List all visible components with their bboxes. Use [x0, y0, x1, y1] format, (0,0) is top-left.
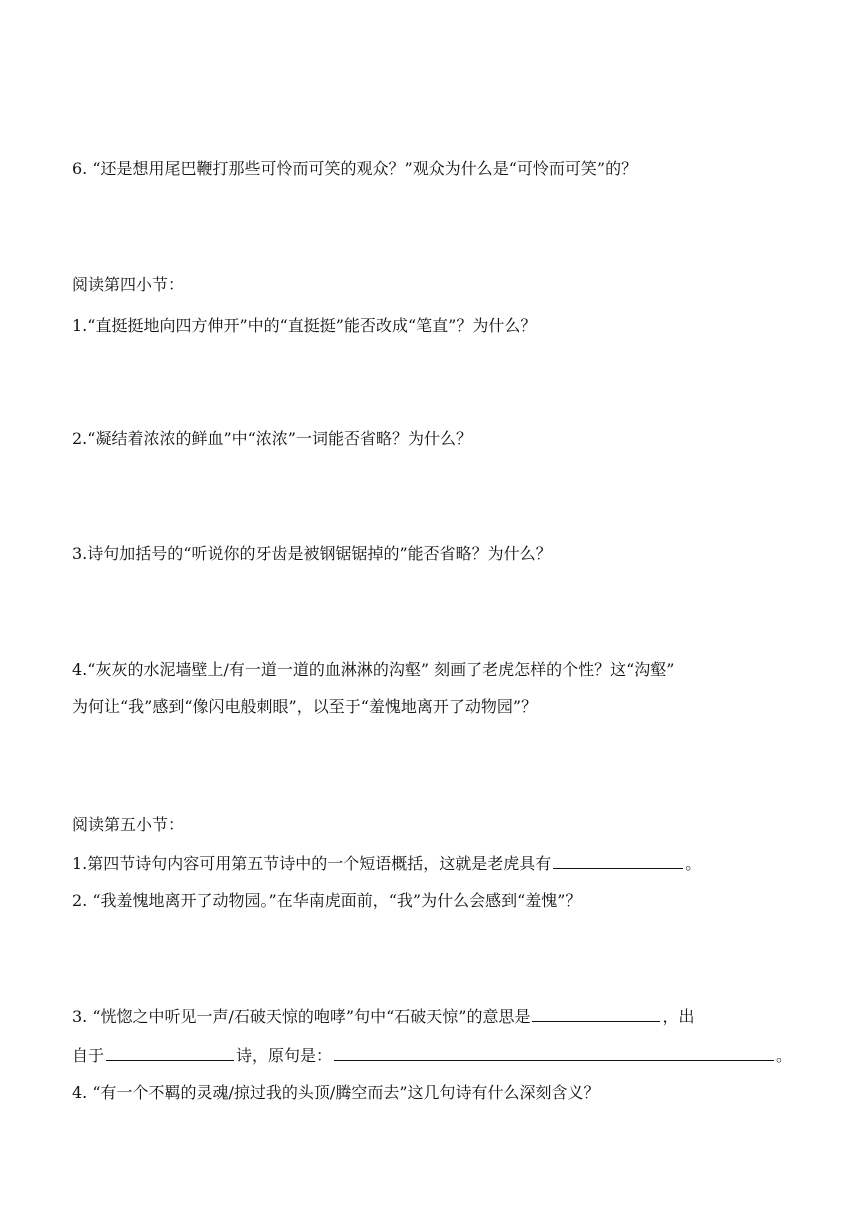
section-5-question-1-end: 。 [685, 854, 702, 873]
section-4-question-4-line-1: 4.“灰灰的水泥墙壁上/有一道一道的血淋淋的沟壑” 刻画了老虎怎样的个性？这“沟壑” [72, 660, 675, 679]
section-5-question-3-text-a: 3. “恍惚之中听见一声/石破天惊的咆哮”句中“石破天惊”的意思是 [72, 1007, 531, 1026]
section-5-question-3-text-b: ，出 [662, 1007, 695, 1026]
section-4-question-1: 1.“直挺挺地向四方伸开”中的“直挺挺”能否改成“笔直”？为什么？ [72, 316, 537, 335]
section-5-question-1 [72, 854, 701, 874]
answer-blank-original-line[interactable] [334, 1046, 774, 1061]
answer-blank-poem[interactable] [106, 1046, 234, 1061]
section-5-question-1-text: 1.第四节诗句内容可用第五节诗中的一个短语概括，这就是老虎具有 [72, 854, 552, 873]
section-5-heading: 阅读第五小节： [72, 815, 185, 834]
section-5-question-3-line-2 [72, 1046, 792, 1066]
question-6: 6. “还是想用尾巴鞭打那些可怜而可笑的观众？”观众为什么是“可怜而可笑”的？ [72, 159, 638, 178]
section-5-question-2: 2. “我羞愧地离开了动物园。”在华南虎面前，“我”为什么会感到“羞愧”？ [72, 891, 582, 910]
section-4-question-2: 2.“凝结着浓浓的鲜血”中“浓浓”一词能否省略？为什么？ [72, 429, 472, 448]
section-4-question-4-line-2: 为何让“我”感到“像闪电般刺眼”，以至于“羞愧地离开了动物园”？ [72, 697, 538, 716]
section-5-question-3-line-1 [72, 1007, 694, 1027]
answer-blank-1[interactable] [553, 854, 683, 869]
section-5-question-3-text-d: 诗，原句是： [236, 1046, 333, 1065]
section-5-question-3-end: 。 [776, 1046, 793, 1065]
section-5-question-4: 4. “有一个不羁的灵魂/掠过我的头顶/腾空而去”这几句诗有什么深刻含义？ [72, 1083, 600, 1102]
section-4-question-3: 3.诗句加括号的“听说你的牙齿是被钢锯锯掉的”能否省略？为什么？ [72, 544, 552, 563]
section-4-heading: 阅读第四小节： [72, 275, 185, 294]
answer-blank-meaning[interactable] [532, 1007, 660, 1022]
section-5-question-3-text-c: 自于 [72, 1046, 105, 1065]
